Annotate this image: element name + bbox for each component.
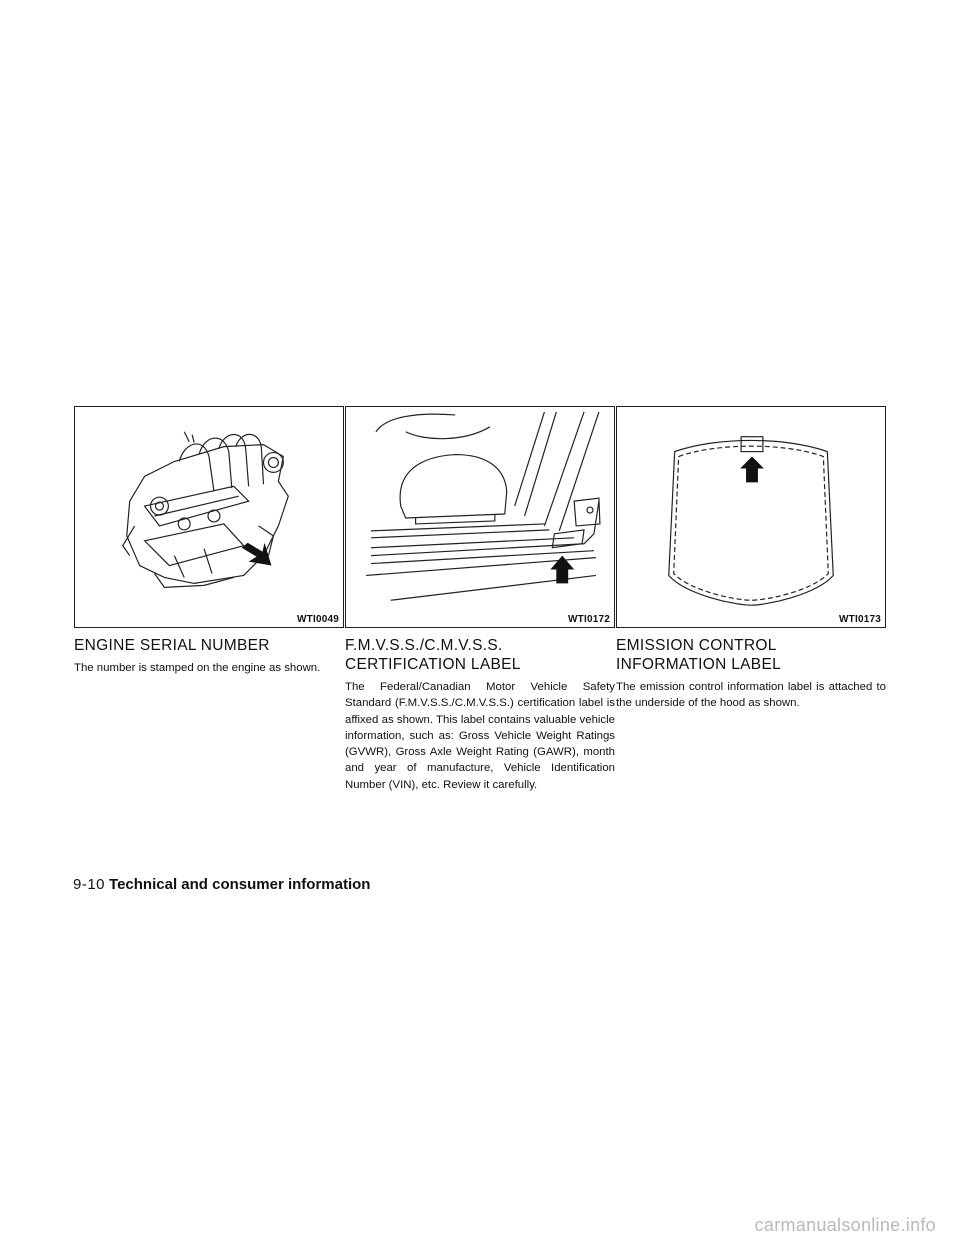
emission-label-figure — [616, 406, 886, 628]
page-footer — [73, 876, 370, 893]
figure-id: WTI0173 — [839, 614, 881, 625]
heading-line: INFORMATION LABEL — [616, 656, 782, 673]
section-heading — [345, 636, 615, 674]
section-heading — [616, 636, 886, 674]
door-sill-illustration-icon — [346, 407, 614, 627]
heading-line: EMISSION CONTROL — [616, 637, 777, 654]
hood-illustration-icon — [617, 407, 885, 627]
section-body: The emission control information label is attached to the underside of the hood as shown. — [616, 681, 886, 710]
section-body: The number is stamped on the engine as shown. — [74, 662, 321, 674]
heading-line: CERTIFICATION LABEL — [345, 656, 521, 673]
watermark: carmanualsonline.info — [754, 1215, 936, 1235]
chapter-title: Technical and consumer information — [109, 876, 371, 893]
heading-line: F.M.V.S.S./C.M.V.S.S. — [345, 637, 503, 654]
page-number: 9-10 — [73, 876, 106, 893]
emission-label-section — [616, 636, 886, 712]
figure-id: WTI0172 — [568, 614, 610, 625]
engine-figure — [74, 406, 344, 628]
section-heading: ENGINE SERIAL NUMBER — [74, 637, 270, 654]
figure-id: WTI0049 — [297, 614, 339, 625]
engine-illustration-icon — [75, 407, 343, 627]
section-body: The Federal/Canadian Motor Vehicle Safety Standard (F.M.V.S.S./C.M.V.S.S.) certification label is affixed as shown. This label contains valuable vehicle information, such as: Gross Vehicle Weight Ratings (GVWR), Gross Axle Weight Rating (GAWR), month and year of manufacture, Vehicle Identification Number (VIN), etc. Review it carefully. — [345, 681, 615, 791]
certification-label-figure — [345, 406, 615, 628]
engine-serial-section — [74, 636, 344, 676]
certification-label-section — [345, 636, 615, 793]
